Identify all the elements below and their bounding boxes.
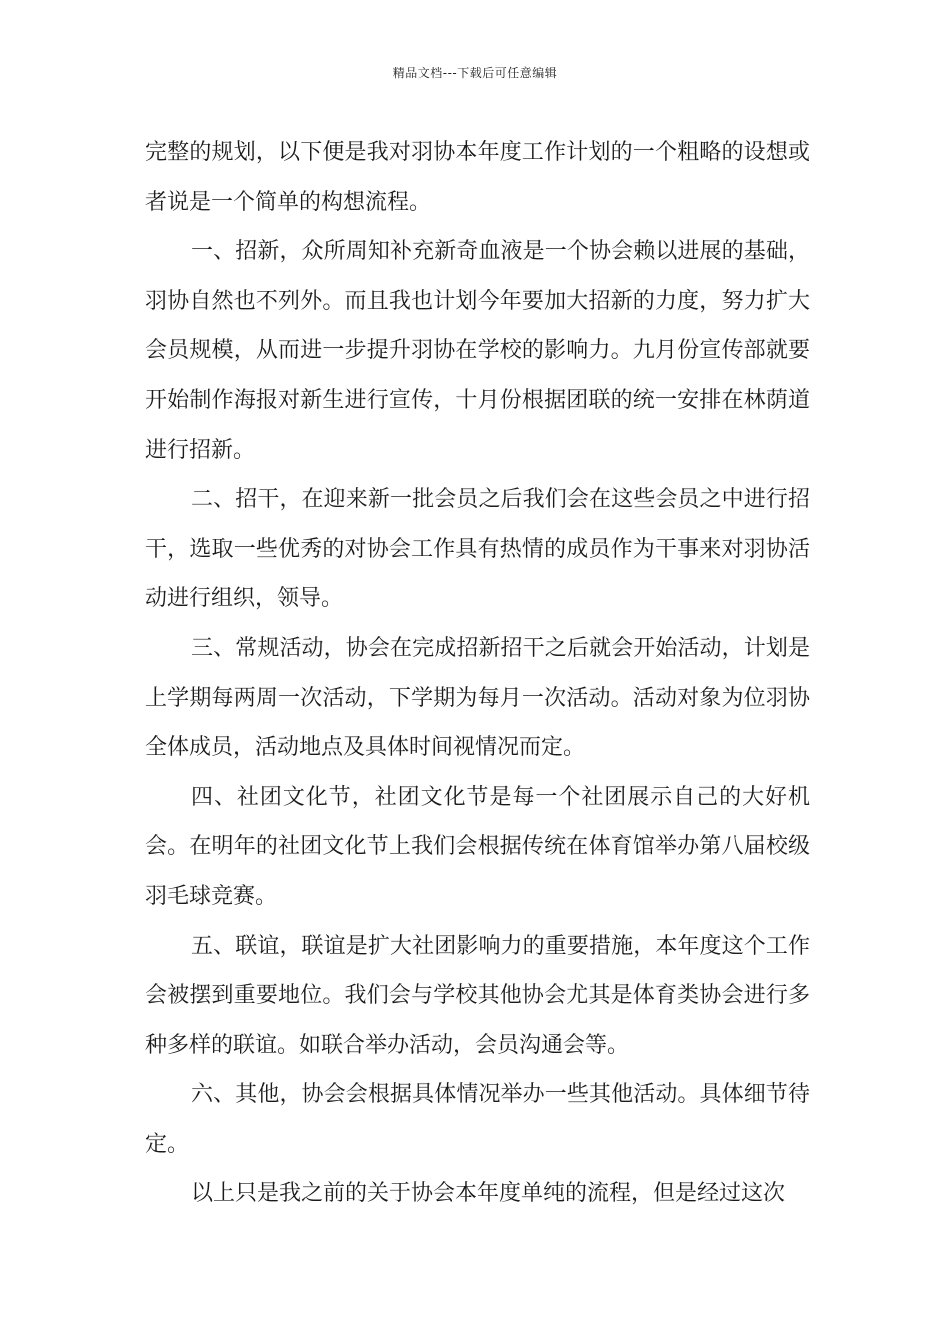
paragraph-social-events: 五、联谊，联谊是扩大社团影响力的重要措施，本年度这个工作会被摆到重要地位。我们会与学校其他协会尤其是体育类协会进行多种多样的联谊。如联合举办活动，会员沟通会等。 bbox=[145, 933, 810, 1058]
paragraph-regular-activities: 三、常规活动，协会在完成招新招干之后就会开始活动，计划是上学期每两周一次活动，下学期为每月一次活动。活动对象为位羽协全体成员，活动地点及具体时间视情况而定。 bbox=[145, 635, 810, 761]
paragraph-officer-recruitment: 二、招干，在迎来新一批会员之后我们会在这些会员之中进行招干，选取一些优秀的对协会工作具有热情的成员作为干事来对羽协活动进行组织，领导。 bbox=[145, 487, 810, 612]
document-body bbox=[145, 128, 810, 1219]
paragraph-recruitment: 一、招新，众所周知补充新奇血液是一个协会赖以进展的基础，羽协自然也不列外。而且我也计划今年要加大招新的力度，努力扩大会员规模，从而进一步提升羽协在学校的影响力。九月份宣传部就要开始制作海报对新生进行宣传，十月份根据团联的统一安排在林荫道进行招新。 bbox=[145, 239, 810, 463]
paragraph-culture-festival: 四、社团文化节，社团文化节是每一个社团展示自己的大好机会。在明年的社团文化节上我们会根据传统在体育馆举办第八届校级羽毛球竞赛。 bbox=[145, 784, 810, 909]
paragraph-intro: 完整的规划，以下便是我对羽协本年度工作计划的一个粗略的设想或者说是一个简单的构想流程。 bbox=[145, 140, 810, 215]
paragraph-conclusion: 以上只是我之前的关于协会本年度单纯的流程，但是经过这次 bbox=[191, 1181, 786, 1207]
paragraph-other: 六、其他，协会会根据具体情况举办一些其他活动。具体细节待定。 bbox=[145, 1082, 810, 1157]
page-header: 精品文档---下载后可任意编辑 bbox=[392, 66, 558, 80]
